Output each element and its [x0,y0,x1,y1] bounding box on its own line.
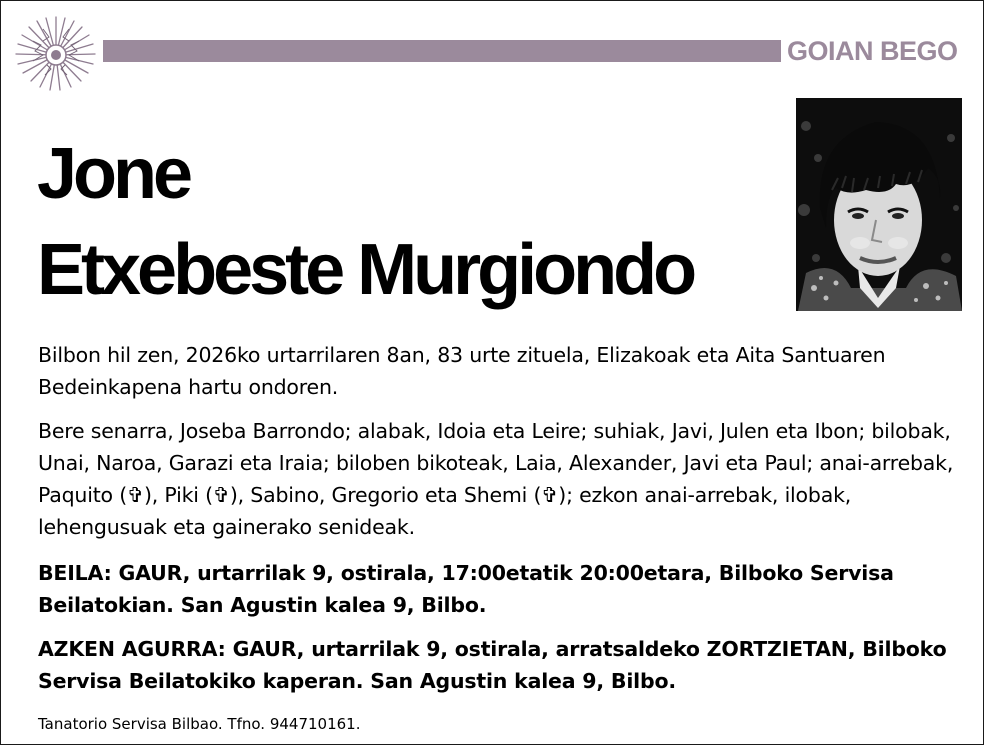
farewell-details: AZKEN AGURRA: GAUR, urtarrilak 9, ostirala, arratsaldeko ZORTZIETAN, Bilboko Servisa Beilatokiko kaperan. San Agustin kalea 9, Bilbo. [38,637,947,693]
thistle-flower-icon [13,11,99,93]
death-notice: Bilbon hil zen, 2026ko urtarrilaren 8an, 83 urte zituela, Elizakoak eta Aita Santuaren Bedeinkapena hartu ondoren. [38,343,886,399]
wake-details: BEILA: GAUR, urtarrilak 9, ostirala, 17:00etatik 20:00etara, Bilboko Servisa Beilatokian. San Agustin kalea 9, Bilbo. [38,561,894,617]
first-name: Jone [37,134,190,214]
family-list: Bere senarra, Joseba Barrondo; alabak, Idoia eta Leire; suhiak, Javi, Julen eta Ibon; bilobak, Unai, Naroa, Garazi eta Iraia; biloben bikoteak, Laia, Alexander, Javi eta Paul; anai-arrebak, Paquito (✞), Piki (✞), Sabino, Gregorio eta Shemi (✞); ezkon anai-arrebak, ilobak, lehengusuak eta gainerako senideak. [38,419,954,539]
funeral-home-contact: Tanatorio Servisa Bilbao. Tfno. 944710161. [38,715,361,733]
surnames: Etxebeste Murgiondo [37,230,694,310]
header-band [103,40,781,62]
portrait-photo [796,98,962,311]
brand-title: GOIAN BEGO [787,36,958,66]
